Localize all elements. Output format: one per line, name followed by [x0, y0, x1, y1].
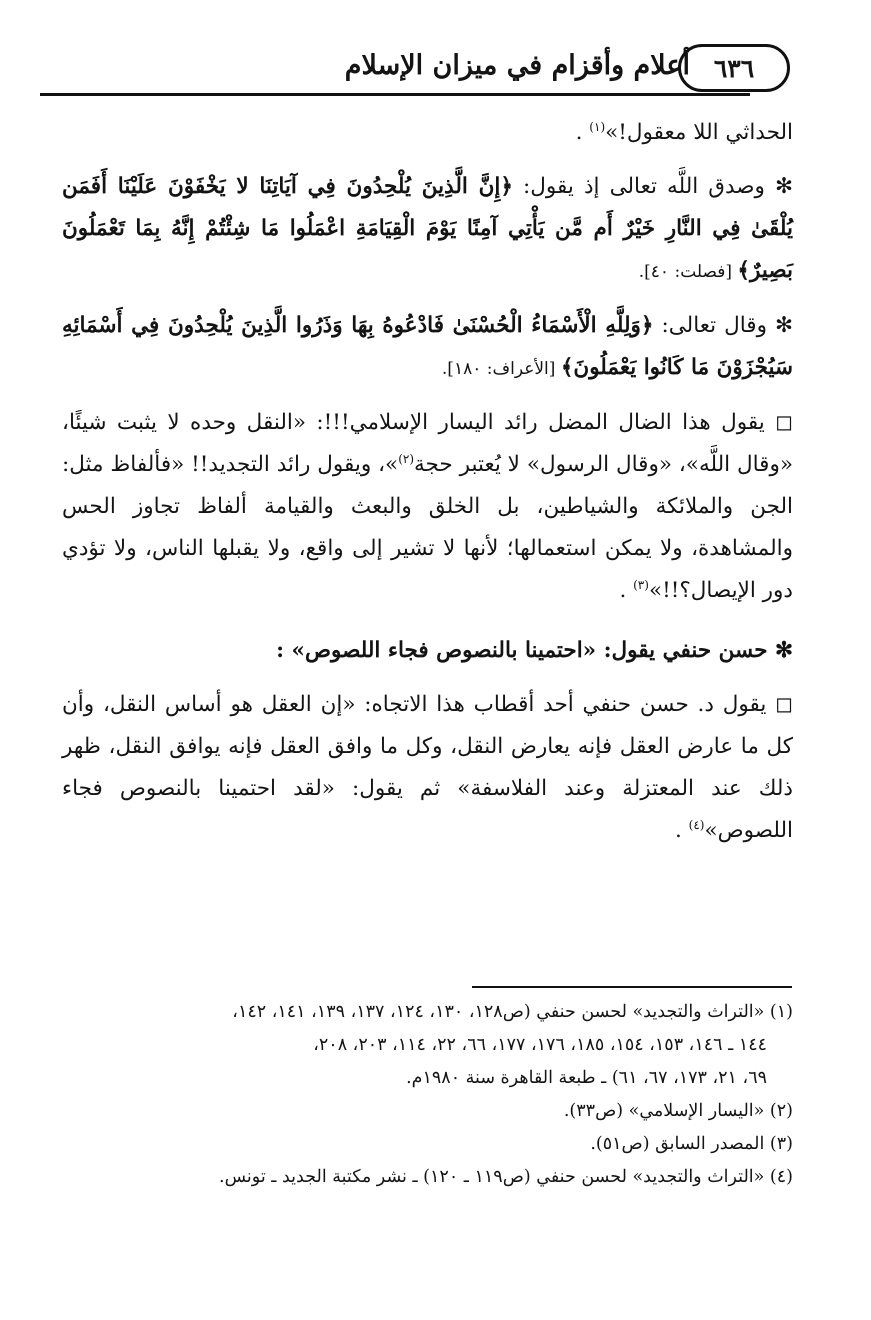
paragraph-2: [62, 166, 793, 293]
quran-verse-araf: ﴿وَلِلَّهِ الْأَسْمَاءُ الْحُسْنَىٰ فَادْعُوهُ بِهَا وَذَرُوا الَّذِينَ يُلْحِدُونَ فِي أَسْمَائِهِ سَيُجْزَوْنَ مَا كَانُوا يَعْمَلُونَ﴾: [62, 313, 793, 380]
paragraph-5-text: ◻ يقول د. حسن حنفي أحد أقطاب هذا الاتجاه: «إن العقل هو أساس النقل، وأن كل ما عارض العقل فإنه يعارض النقل، وكل ما وافق العقل فإنه يوافق النقل، ظهر ذلك عند المعتزلة وعند الفلاسفة» ثم يقول: «لقد احتمينا بالنصوص فجاء اللصوص»: [62, 692, 793, 843]
main-text: [62, 112, 793, 852]
paragraph-3: [62, 305, 793, 390]
verse-reference-araf: [الأعراف: ١٨٠].: [441, 359, 561, 379]
page-number: ٦٣٦: [713, 53, 755, 83]
footnote-3: (٣) المصدر السابق (ص٥١).: [590, 1134, 793, 1154]
running-header: [40, 44, 800, 96]
footnotes: [62, 996, 793, 1194]
verse-reference-fussilat: [فصلت: ٤٠].: [638, 262, 738, 282]
paragraph-4-part2: »، ويقول رائد التجديد!! «فألفاظ مثل: الجن والملائكة والشياطين، بل الخلق والبعث والقيامة ألفاظ تجاوز الحس والمشاهدة، ولا يمكن استعمالها؛ لأنها لا تشير إلى واقع، ولا يقبلها الناس، ولا تؤدي دور الإيصال؟!!»: [62, 452, 793, 603]
paragraph-4: [62, 402, 793, 612]
paragraph-5-end: .: [674, 818, 689, 843]
footnote-marker-4: (٤): [688, 817, 705, 832]
page-number-frame: [678, 44, 790, 92]
paragraph-3-lead: ✻ وقال تعالى:: [653, 313, 793, 338]
paragraph-4-part1: ◻ يقول هذا الضال المضل رائد اليسار الإسلامي!!!: «النقل وحده لا يثبت شيئًا، «وقال اللَّه»، «وقال الرسول» لا يُعتبر حجة: [62, 410, 793, 477]
header-rule: [40, 93, 750, 96]
paragraph-1-end: .: [575, 120, 590, 145]
footnote-2: (٢) «اليسار الإسلامي» (ص٣٣).: [563, 1101, 793, 1121]
footnote-4: (٤) «التراث والتجديد» لحسن حنفي (ص١١٩ ـ ١٢٠) ـ نشر مكتبة الجديد ـ تونس.: [219, 1167, 793, 1187]
footnote-1-continued: ١٤٤ ـ ١٤٦، ١٥٣، ١٥٤، ١٨٥، ١٧٦، ١٧٧، ٦٦، ٢٢، ١١٤، ٢٠٣، ٢٠٨،: [313, 1035, 767, 1055]
footnote-1: (١) «التراث والتجديد» لحسن حنفي (ص١٢٨، ١٣٠، ١٢٤، ١٣٧، ١٣٩، ١٤١، ١٤٢،: [232, 1002, 793, 1022]
quran-verse-fussilat: ﴿إِنَّ الَّذِينَ يُلْحِدُونَ فِي آيَاتِنَا لا يَخْفَوْنَ عَلَيْنَا أَفَمَن يُلْقَىٰ فِي النَّارِ خَيْرٌ أَم مَّن يَأْتِي آمِنًا يَوْمَ الْقِيَامَةِ اعْمَلُوا مَا شِئْتُمْ إِنَّهُ بِمَا تَعْمَلُونَ بَصِيرٌ﴾: [62, 174, 793, 283]
paragraph-4-end: .: [619, 578, 634, 603]
footnote-marker-1: (١): [589, 119, 606, 134]
paragraph-1-text: الحداثي اللا معقول!»: [605, 120, 793, 145]
footnote-1-continued: ٦٩، ٢١، ١٧٣، ٦٧، ٦١) ـ طبعة القاهرة سنة ١٩٨٠م.: [406, 1068, 767, 1088]
footnote-separator: [472, 986, 792, 988]
paragraph-2-lead: ✻ وصدق اللَّه تعالى إذ يقول:: [512, 174, 793, 199]
section-heading: ✻ حسن حنفي يقول: «احتمينا بالنصوص فجاء اللصوص» :: [276, 638, 793, 663]
paragraph-5: [62, 684, 793, 852]
footnote-marker-2: (٢): [398, 451, 415, 466]
paragraph-1: [62, 112, 793, 154]
footnote-marker-3: (٣): [633, 577, 649, 592]
header-title: أعلام وأقزام في ميزان الإسلام: [344, 50, 690, 81]
